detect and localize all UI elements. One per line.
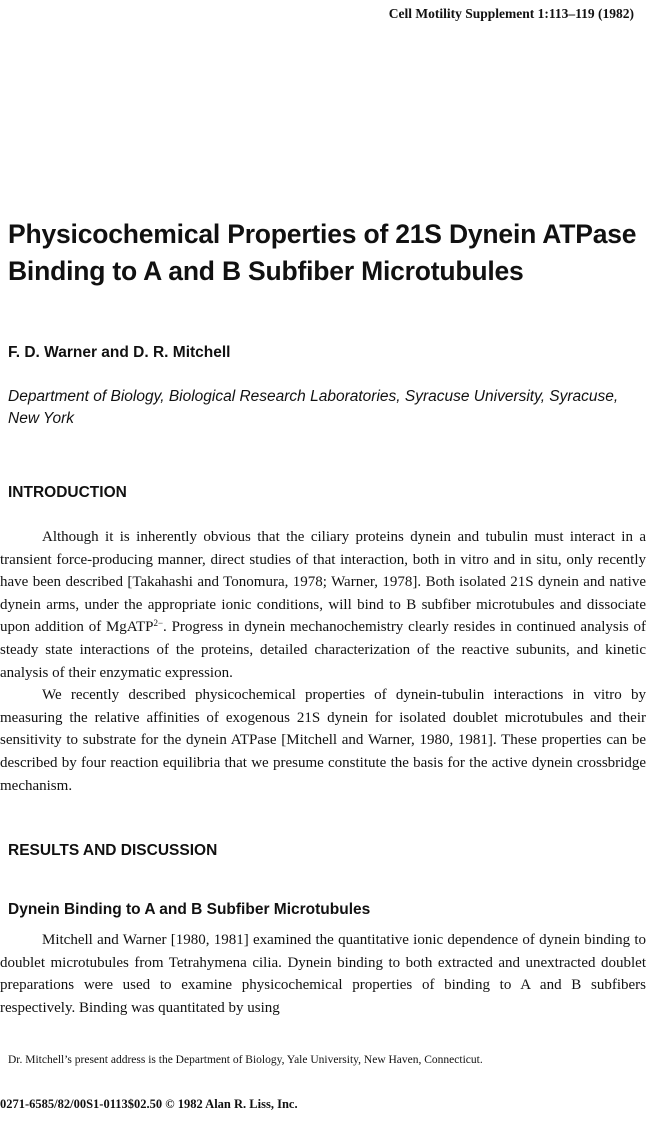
subsection-heading-dynein-binding: Dynein Binding to A and B Subfiber Microtubules [8,901,371,918]
introduction-paragraph-2: We recently described physicochemical properties of dynein-tubulin interactions in vitro by measuring the relative affinities of exogenous 21S dynein for isolated doublet microtubules and their sensitivity to substrate for the dynein ATPase [Mitchell and Warner, 1980, 1981]. These properties can be described by four reaction equilibria that we presume constitute the basis for the active dynein crossbridge mechanism. [0,687,646,794]
section-heading-introduction: INTRODUCTION [8,484,127,501]
author-affiliation: Department of Biology, Biological Research Laboratories, Syracuse University, Syracuse, New York [8,388,619,427]
copyright-line: 0271-6585/82/00S1-0113$02.50 © 1982 Alan R. Liss, Inc. [0,1097,298,1111]
results-body [0,929,646,1019]
journal-citation: Cell Motility Supplement 1:113–119 (1982) [388,6,634,21]
section-heading-results: RESULTS AND DISCUSSION [8,842,218,859]
superscript-charge: 2− [153,618,164,629]
author-list: F. D. Warner and D. R. Mitchell [8,344,231,361]
introduction-body [0,526,646,797]
article-title: Physicochemical Properties of 21S Dynein ATPase Binding to A and B Subfiber Microtubules [8,219,637,286]
introduction-paragraph-1: Although it is inherently obvious that the ciliary proteins dynein and tubulin must interact in a transient force-producing manner, direct studies of that interaction, both in vitro and in situ, only recently have been described [Takahashi and Tonomura, 1978; Warner, 1978]. Both isolated 21S dynein and native dynein arms, under the appropriate ionic conditions, will bind to B subfiber microtubules and dissociate upon addition of MgATP$^{2-}$. Progress in dynein mechanochemistry clearly resides in continued analysis of steady state interactions of the proteins, detailed characterization of the reactive subunits, and kinetic analysis of their enzymatic expression. [0,529,646,681]
results-paragraph-1: Mitchell and Warner [1980, 1981] examined the quantitative ionic dependence of dynein binding to doublet microtubules from Tetrahymena cilia. Dynein binding to both extracted and unextracted doublet preparations were used to examine physicochemical properties of binding to A and B subfibers respectively. Binding was quantitated by using [0,932,646,1016]
footnote: Dr. Mitchell’s present address is the Department of Biology, Yale University, New Haven, Connecticut. [8,1054,483,1066]
